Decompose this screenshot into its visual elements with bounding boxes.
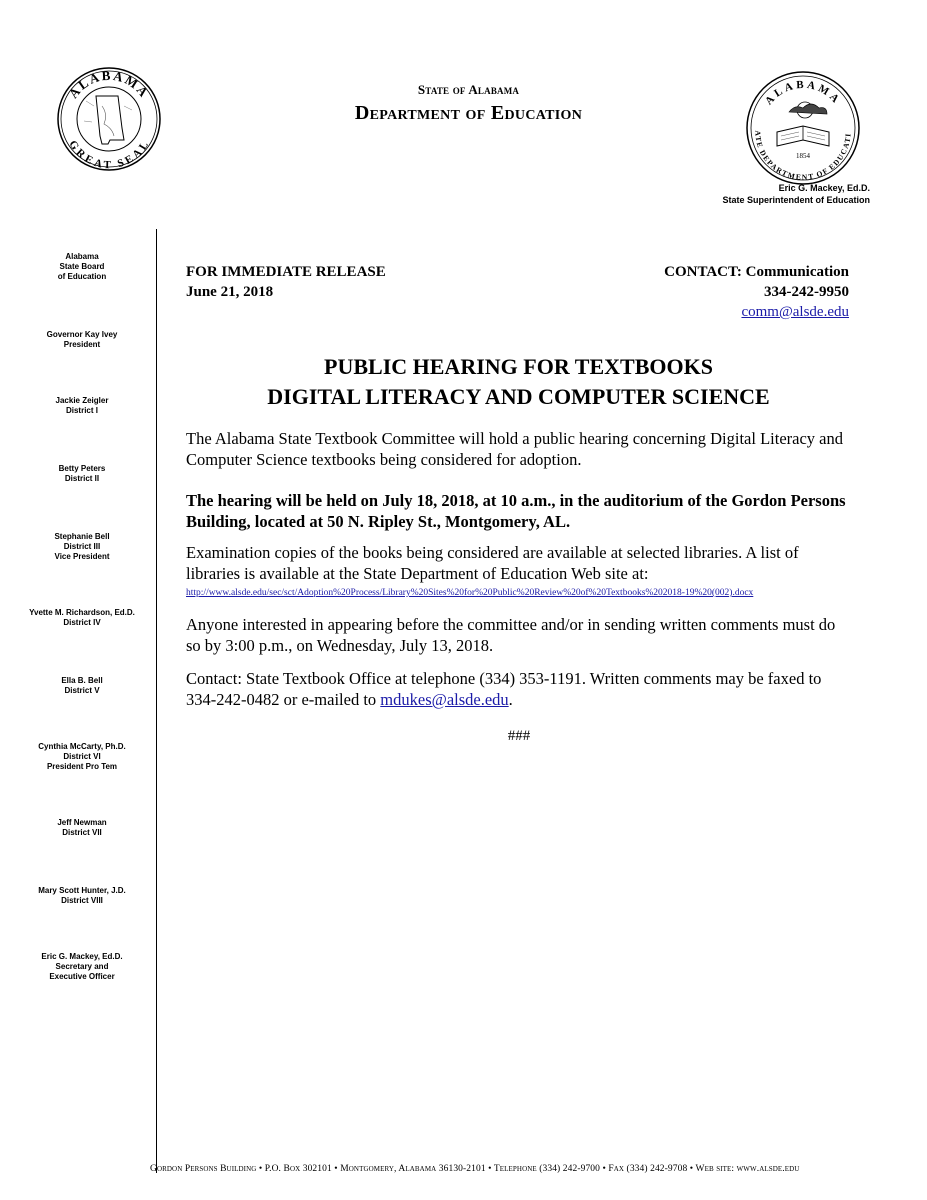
superintendent-name: Eric G. Mackey, Ed.D. [778, 183, 870, 193]
board-entry: Jeff Newman District VII [57, 818, 107, 837]
board-entry: Stephanie Bell District III Vice President [54, 532, 110, 561]
board-entry: Ella B. Bell District V [61, 676, 103, 695]
superintendent-title: State Superintendent of Education [722, 195, 870, 205]
contact-phone: 334-242-9950 [764, 284, 849, 300]
title-line-1: PUBLIC HEARING FOR TEXTBOOKS [324, 354, 713, 379]
state-line: State of Alabama [417, 82, 520, 97]
release-label: FOR IMMEDIATE RELEASE [186, 264, 386, 280]
paragraph-deadline: Anyone interested in appearing before the committee and/or in sending written comments must do so by 3:00 p.m., on Wednesday, July 13, 2018. [186, 615, 836, 655]
sidebar-divider [156, 229, 157, 1173]
title-line-2: DIGITAL LITERACY AND COMPUTER SCIENCE [267, 384, 770, 409]
contact-text: Contact: State Textbook Office at telephone (334) 353-1191. Written comments may be faxed to 334-242-0482 or e-mailed to [186, 669, 822, 709]
mdukes-email-link[interactable]: mdukes@alsde.edu [380, 690, 509, 709]
seal-ring-text-right: ALABAMA [762, 78, 844, 108]
seal-bottom-text: GREAT SEAL [66, 138, 152, 172]
library-list-link[interactable]: http://www.alsde.edu/sec/sct/Adoption%20Process/Library%20Sites%20for%20Public%20Review%20of%20Textbooks%202018-19%20(002).docx [186, 588, 754, 598]
state-department-of-education-seal [745, 70, 861, 186]
board-entry: Jackie Zeigler District I [55, 396, 109, 415]
seal-ring-text: ALABAMA [65, 67, 153, 101]
end-mark: ### [507, 728, 531, 744]
contact-label: CONTACT: Communication [664, 264, 849, 280]
board-entry: Cynthia McCarty, Ph.D. District VI President Pro Tem [38, 742, 126, 771]
seal-bottom-text-right: ATE DEPARTMENT OF EDUCATI [753, 130, 853, 182]
release-block [186, 262, 386, 302]
paragraph-announcement: The Alabama State Textbook Committee will hold a public hearing concerning Digital Literacy and Computer Science textbooks being considered for adoption. [186, 429, 843, 469]
paragraph-examination-copies: Examination copies of the books being considered are available at selected libraries. A list of libraries is available at the State Department of Education Web site at: [186, 543, 799, 583]
board-entry: Mary Scott Hunter, J.D. District VIII [38, 886, 126, 905]
board-entry: Alabama State Board of Education [57, 252, 107, 281]
paragraph-contact [186, 668, 852, 710]
department-line: Department of Education [354, 102, 583, 124]
superintendent-block [722, 182, 870, 206]
board-entry: Betty Peters District II [58, 464, 106, 483]
contact-email-link[interactable]: comm@alsde.edu [741, 304, 849, 320]
board-entry: Governor Kay Ivey President [46, 330, 118, 349]
board-entry: Eric G. Mackey, Ed.D. Secretary and Executive Officer [41, 952, 123, 981]
contact-block [664, 262, 849, 322]
paragraph-hearing-details: The hearing will be held on July 18, 2018, at 10 a.m., in the auditorium of the Gordon Persons Building, located at 50 N. Ripley St., Montgomery, AL. [186, 491, 846, 531]
svg-text:GREAT SEAL [66, 138, 151, 171]
footer-address: Gordon Persons Building • P.O. Box 302101 • Montgomery, Alabama 36130-2101 • Telephone (334) 242-9700 • Fax (334) 242-9708 • Web site: www.alsde.edu [150, 1164, 800, 1174]
seal-year: 1854 [796, 152, 810, 160]
svg-text:ALABAMA [763, 79, 843, 107]
board-entry: Yvette M. Richardson, Ed.D. District IV [29, 608, 135, 627]
period: . [508, 690, 513, 709]
release-date: June 21, 2018 [186, 284, 274, 300]
document-title [186, 352, 851, 412]
